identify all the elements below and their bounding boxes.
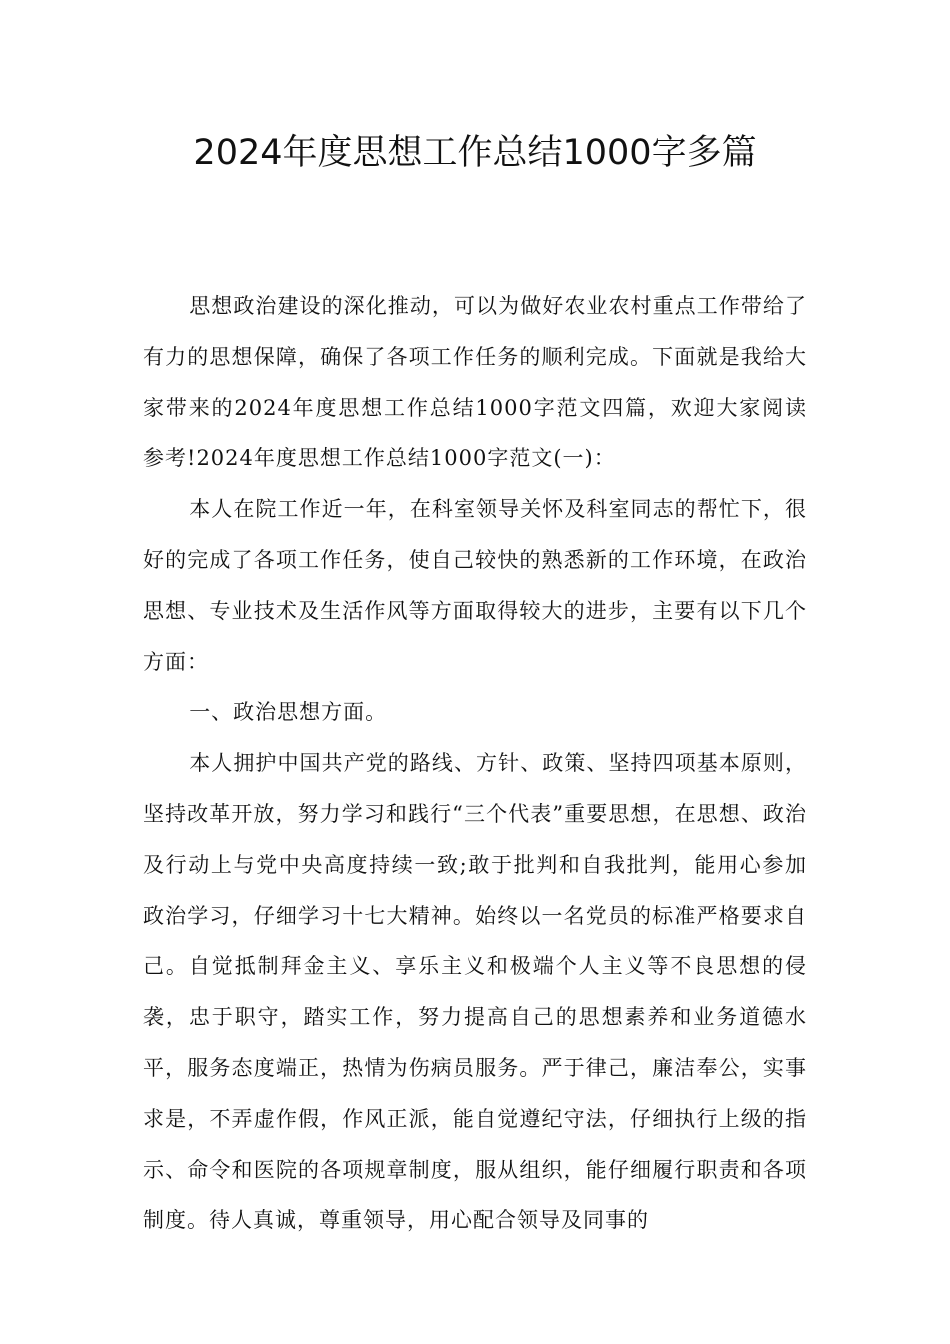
document-title: 2024年度思想工作总结1000字多篇 [193,133,757,173]
paragraph-intro: 思想政治建设的深化推动，可以为做好农业农村重点工作带给了有力的思想保障，确保了各项工作任务的顺利完成。下面就是我给大家带来的2024年度思想工作总结1000字范文四篇，欢迎大家阅读参考!2024年度思想工作总结1000字范文(一)： [143,294,807,471]
paragraph-overview: 本人在院工作近一年，在科室领导关怀及科室同志的帮忙下，很好的完成了各项工作任务，使自己较快的熟悉新的工作环境，在政治思想、专业技术及生活作风等方面取得较大的进步，主要有以下几个方面： [143,497,807,674]
paragraph-political: 本人拥护中国共产党的路线、方针、政策、坚持四项基本原则，坚持改革开放，努力学习和践行“三个代表”重要思想，在思想、政治及行动上与党中央高度持续一致;敢于批判和自我批判，能用心参加政治学习，仔细学习十七大精神。始终以一名党员的标准严格要求自己。自觉抵制拜金主义、享乐主义和极端个人主义等不良思想的侵袭，忠于职守，踏实工作，努力提高自己的思想素养和业务道德水平，服务态度端正，热情为伤病员服务。严于律己，廉洁奉公，实事求是，不弄虚作假，作风正派，能自觉遵纪守法，仔细执行上级的指示、命令和医院的各项规章制度，服从组织，能仔细履行职责和各项制度。待人真诚，尊重领导，用心配合领导及同事的 [143,751,807,1233]
document-body [143,281,807,1246]
section-heading-political: 一、政治思想方面。 [189,700,388,725]
